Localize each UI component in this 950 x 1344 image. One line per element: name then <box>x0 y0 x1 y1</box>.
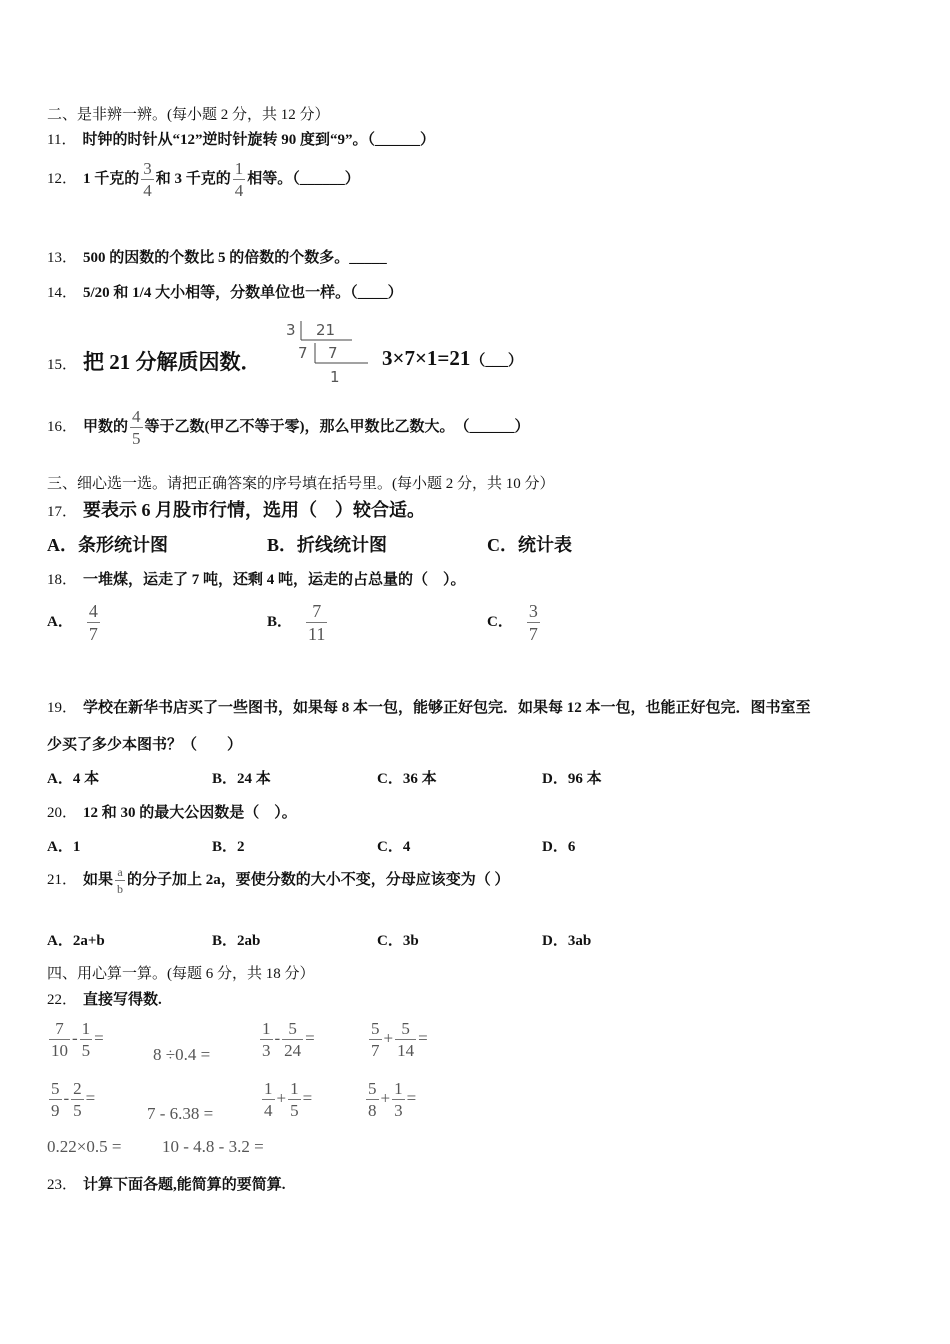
question-21 <box>47 866 510 895</box>
factor-division-diagram <box>284 318 374 388</box>
question-22 <box>47 988 162 1009</box>
denominator: 4 <box>264 1101 273 1120</box>
answer-blank: （___） <box>470 353 523 369</box>
question-18 <box>47 568 466 589</box>
calc-item: 8 ÷0.4 = <box>153 1045 211 1064</box>
question-text: 要表示 6 月股市行情，选用（ ）较合适。 <box>83 500 426 520</box>
fraction <box>49 1080 62 1119</box>
option-d: D．6 <box>542 839 576 855</box>
fraction <box>282 1020 303 1059</box>
question-text: 的分子加上 2a，要使分数的大小不变，分母应该变为（ ） <box>127 871 510 888</box>
denominator: 5 <box>81 1041 91 1060</box>
section-4-heading: 四、用心算一算。(每题 6 分，共 18 分） <box>47 966 315 982</box>
question-number: 16． <box>47 418 78 435</box>
denominator: 24 <box>284 1041 302 1060</box>
option-a <box>47 602 102 643</box>
question-text: 把 21 分解质因数． <box>83 350 262 374</box>
denominator: 4 <box>143 181 152 200</box>
numerator: 7 <box>312 601 322 621</box>
denominator: 5 <box>73 1101 82 1120</box>
question-number: 19． <box>47 700 78 716</box>
numerator: 1 <box>290 1079 299 1098</box>
calc-item <box>364 1080 416 1119</box>
option-a: A．1 <box>47 839 81 855</box>
fraction <box>233 160 246 199</box>
numerator: 3 <box>143 159 152 178</box>
question-text: 甲数的 <box>83 418 129 435</box>
option-c <box>487 602 542 643</box>
numerator: 5 <box>288 1019 297 1038</box>
question-number: 14． <box>47 285 78 301</box>
fraction <box>141 160 154 199</box>
calc-item <box>47 1080 95 1119</box>
dividend: 21 <box>316 321 336 339</box>
denominator: 7 <box>528 624 538 644</box>
option-d: D．3ab <box>542 933 592 949</box>
option-b: B．折线统计图 <box>267 535 388 555</box>
option-d: D．96 本 <box>542 771 602 787</box>
operator: - <box>63 1088 70 1108</box>
calc-item <box>47 1020 104 1059</box>
numerator: 2 <box>73 1079 82 1098</box>
fraction <box>306 602 327 643</box>
question-text: 学校在新华书店买了一些图书，如果每 8 本一包，能够正好包完．如果每 12 本一包，也能正好包完．图书室至 <box>83 700 811 716</box>
option-label: C． <box>487 613 513 630</box>
option-a: A．条形统计图 <box>47 535 168 555</box>
equals: = <box>94 1028 104 1048</box>
question-text: 如果 <box>83 871 114 888</box>
denominator: 7 <box>88 624 98 644</box>
denominator: 3 <box>394 1101 403 1120</box>
numerator: 7 <box>55 1019 64 1038</box>
numerator: a <box>117 865 123 879</box>
question-text: 和 3 千克的 <box>155 170 231 187</box>
numerator: 4 <box>132 407 141 426</box>
fraction <box>395 1020 416 1059</box>
equals: = <box>85 1088 96 1108</box>
denominator: 9 <box>51 1101 60 1120</box>
calc-item <box>367 1020 428 1059</box>
question-19 <box>47 696 811 717</box>
question-12 <box>47 160 360 199</box>
numerator: 1 <box>262 1019 271 1038</box>
calc-item: 7 - 6.38 = <box>147 1104 214 1123</box>
option-c: C．4 <box>377 839 411 855</box>
fraction <box>288 1080 301 1119</box>
fraction <box>366 1080 379 1119</box>
question-number: 13． <box>47 250 78 266</box>
fraction <box>369 1020 382 1059</box>
option-b: B．2ab <box>212 933 261 949</box>
numerator: 5 <box>371 1019 380 1038</box>
question-number: 18． <box>47 572 78 588</box>
equation: 3×7×1=21 <box>382 346 471 370</box>
denominator: b <box>117 882 124 896</box>
fraction <box>392 1080 405 1119</box>
fraction <box>527 602 540 643</box>
question-text: 一堆煤，运走了 7 吨，还剩 4 吨，运走的占总量的（ ）。 <box>83 572 466 588</box>
divisor: 7 <box>298 344 308 362</box>
option-label: B． <box>267 613 293 630</box>
denominator: 3 <box>262 1041 271 1060</box>
question-text: 时钟的时针从“12”逆时针旋转 90 度到“9”。（______） <box>82 132 435 148</box>
question-19-cont: 少买了多少本图书？（ ） <box>47 737 243 753</box>
denominator: 4 <box>234 181 244 200</box>
question-17 <box>47 496 425 522</box>
option-c: C．3b <box>377 933 419 949</box>
question-11 <box>47 128 435 149</box>
section-2-heading: 二、是非辨一辨。(每小题 2 分，共 12 分） <box>47 107 330 123</box>
fraction <box>71 1080 84 1119</box>
question-13 <box>47 246 387 267</box>
operator: - <box>72 1028 78 1048</box>
question-text: 等于乙数(甲乙不等于零)，那么甲数比乙数大。 （______） <box>144 418 530 435</box>
question-number: 22． <box>47 992 78 1008</box>
denominator: 11 <box>308 624 326 644</box>
question-number: 20． <box>47 805 78 821</box>
question-text: 直接写得数. <box>83 992 162 1008</box>
question-23 <box>47 1173 286 1194</box>
numerator: 4 <box>88 601 98 621</box>
numerator: 5 <box>401 1019 410 1038</box>
fraction <box>49 1020 70 1059</box>
option-b: B．2 <box>212 839 245 855</box>
question-text: 相等。（______） <box>247 170 360 187</box>
question-number: 15． <box>47 357 78 373</box>
quotient: 1 <box>330 368 340 386</box>
numerator: 5 <box>51 1079 60 1098</box>
section-3-heading: 三、细心选一选。请把正确答案的序号填在括号里。(每小题 2 分，共 10 分） <box>47 476 555 492</box>
calc-item: 0.22×0.5 = <box>47 1137 122 1156</box>
calc-item: 10 - 4.8 - 3.2 = <box>162 1137 264 1156</box>
fraction <box>130 408 143 447</box>
operator: - <box>274 1028 281 1048</box>
denominator: 10 <box>51 1041 68 1060</box>
question-15-result <box>382 346 523 371</box>
question-number: 21． <box>47 871 78 888</box>
denominator: 8 <box>368 1101 377 1120</box>
question-number: 11． <box>47 132 77 148</box>
calc-item <box>260 1080 312 1119</box>
fraction <box>115 866 125 895</box>
operator: + <box>380 1088 391 1108</box>
question-20 <box>47 801 297 822</box>
fraction <box>80 1020 93 1059</box>
dividend: 7 <box>328 344 338 362</box>
divisor: 3 <box>286 321 296 339</box>
option-a: A．4 本 <box>47 771 100 787</box>
denominator: 5 <box>290 1101 299 1120</box>
question-14 <box>47 281 403 302</box>
question-text: 12 和 30 的最大公因数是（ ）。 <box>83 805 297 821</box>
fraction <box>262 1080 275 1119</box>
question-text: 500 的因数的个数比 5 的倍数的个数多。_____ <box>83 250 387 266</box>
numerator: 1 <box>234 159 244 178</box>
numerator: 1 <box>394 1079 403 1098</box>
question-number: 23． <box>47 1177 78 1193</box>
option-b: B．24 本 <box>212 771 271 787</box>
question-16 <box>47 408 530 447</box>
operator: + <box>383 1028 394 1048</box>
numerator: 3 <box>528 601 538 621</box>
question-number: 12． <box>47 170 78 187</box>
numerator: 1 <box>81 1019 91 1038</box>
option-a: A．2a+b <box>47 933 105 949</box>
option-c: C．36 本 <box>377 771 437 787</box>
question-text: 1 千克的 <box>83 170 140 187</box>
equals: = <box>302 1088 313 1108</box>
question-number: 17． <box>47 504 78 520</box>
denominator: 5 <box>132 429 141 448</box>
fraction <box>260 1020 273 1059</box>
denominator: 14 <box>397 1041 415 1060</box>
equals: = <box>305 1028 315 1048</box>
numerator: 5 <box>368 1079 377 1098</box>
question-15 <box>47 346 262 376</box>
option-c: C．统计表 <box>487 535 572 555</box>
question-text: 计算下面各题,能简算的要简算. <box>83 1177 286 1193</box>
option-b <box>267 602 329 643</box>
fraction <box>87 602 100 643</box>
calc-item <box>258 1020 315 1059</box>
option-label: A． <box>47 613 73 630</box>
operator: + <box>276 1088 287 1108</box>
question-text: 5/20 和 1/4 大小相等，分数单位也一样。（____） <box>83 285 403 301</box>
denominator: 7 <box>371 1041 380 1060</box>
numerator: 1 <box>264 1079 273 1098</box>
equals: = <box>418 1028 428 1048</box>
equals: = <box>406 1088 417 1108</box>
